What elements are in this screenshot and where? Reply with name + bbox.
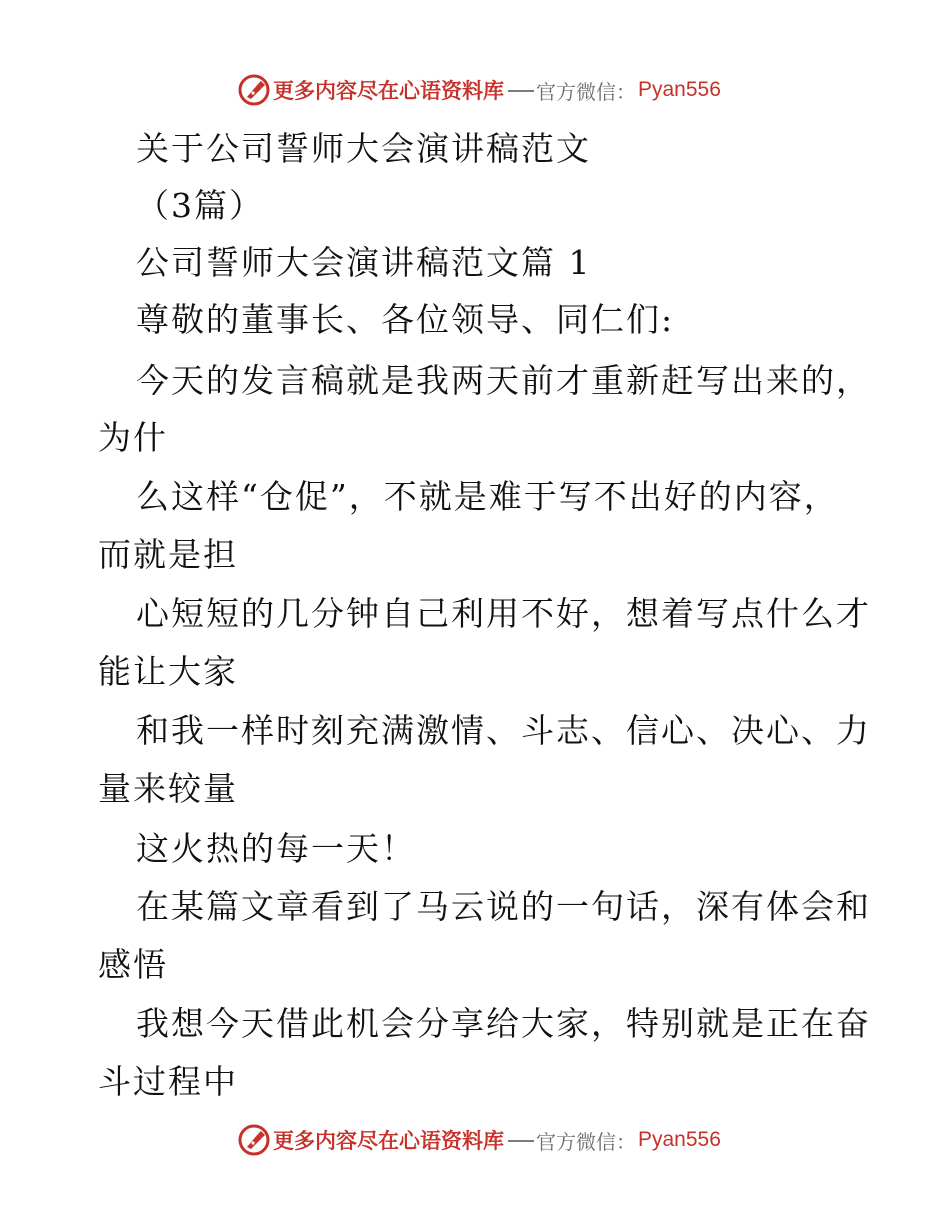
paragraph-line: 么这样“仓促”，不就是难于写不出好的内容， (136, 477, 839, 516)
greeting: 尊敬的董事长、各位领导、同仁们: (136, 300, 675, 339)
paragraph-line: 心短短的几分钟自己利用不好，想着写点什么才 (136, 594, 871, 633)
banner-site-text: 更多内容尽在心语资料库 (273, 79, 504, 103)
header-banner (238, 73, 721, 107)
banner-wechat-id: Pyan556 (638, 78, 721, 101)
banner-site-text: 更多内容尽在心语资料库 (273, 1129, 504, 1153)
paragraph-line: 而就是担 (98, 535, 238, 574)
banner-wechat-id: Pyan556 (638, 1128, 721, 1151)
paragraph-line: 斗过程中 (98, 1062, 238, 1101)
banner-dash (508, 90, 534, 92)
section-title: 公司誓师大会演讲稿范文篇 1 (136, 243, 592, 282)
banner-wechat-label: 官方微信： (536, 1129, 636, 1154)
paragraph-line: 和我一样时刻充满激情、斗志、信心、决心、力 (136, 711, 871, 750)
paragraph-line: 感悟 (98, 945, 168, 984)
paragraph-line: 在某篇文章看到了马云说的一句话，深有体会和 (136, 887, 871, 926)
footer-banner (238, 1123, 721, 1157)
pen-nib-logo-icon (238, 1124, 270, 1156)
paragraph-line: 今天的发言稿就是我两天前才重新赶写出来的， (136, 361, 871, 400)
banner-dash (508, 1140, 534, 1142)
paragraph-line: 量来较量 (98, 769, 238, 808)
document-subtitle: （3篇） (136, 186, 264, 225)
paragraph-line: 我想今天借此机会分享给大家，特别就是正在奋 (136, 1004, 871, 1043)
paragraph-line: 这火热的每一天！ (136, 829, 416, 868)
banner-wechat-label: 官方微信： (536, 79, 636, 104)
document-title: 关于公司誓师大会演讲稿范文 (136, 129, 591, 168)
paragraph-line: 为什 (98, 418, 168, 457)
pen-nib-logo-icon (238, 74, 270, 106)
paragraph-line: 能让大家 (98, 652, 238, 691)
